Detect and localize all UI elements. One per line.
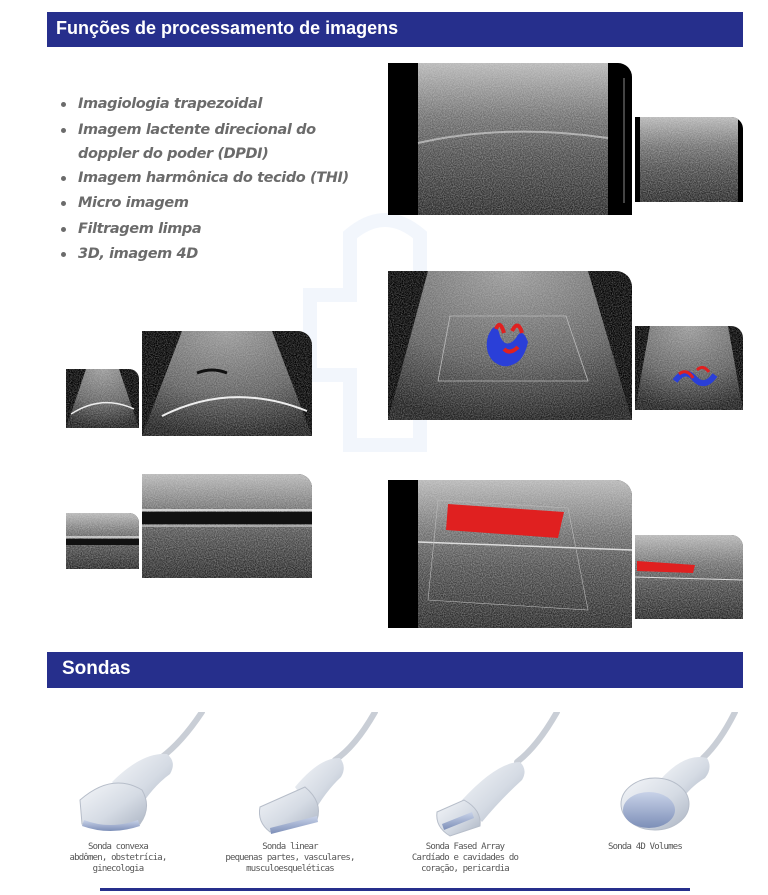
probe-caption-4d <box>560 842 730 853</box>
ultrasound-scan-image <box>388 63 632 215</box>
probe-4d-icon <box>585 712 755 840</box>
feature-item: Filtragem limpa <box>58 217 368 243</box>
ultrasound-scan-image <box>142 331 312 436</box>
probe-caption-convex <box>33 842 203 875</box>
ultrasound-scan-image <box>66 369 139 428</box>
doppler-scan-image <box>635 326 743 410</box>
ultrasound-scan-image <box>635 117 743 202</box>
probe-name: Sonda convexa <box>87 842 149 852</box>
feature-list <box>58 92 368 268</box>
doppler-scan-image <box>388 271 632 420</box>
ultrasound-scan-image <box>66 513 139 569</box>
probe-name: Sonda Fased Array <box>425 842 505 852</box>
probe-caption-phased-array <box>380 842 550 875</box>
footer-divider <box>100 888 690 891</box>
feature-item: Micro imagem <box>58 191 368 217</box>
feature-item: Imagem harmônica do tecido (THI) <box>58 166 368 192</box>
ultrasound-scan-image <box>142 474 312 578</box>
section-title: Sondas <box>62 658 131 679</box>
feature-item: 3D, imagem 4D <box>58 242 368 268</box>
section-banner-probes <box>47 652 743 688</box>
probe-linear-icon <box>225 712 395 840</box>
probe-phased-array-icon <box>402 712 572 840</box>
feature-item: Imagem lactente direcional do doppler do poder (DPDI) <box>58 118 368 166</box>
section-banner-image-processing <box>47 12 743 47</box>
probe-caption-linear <box>205 842 375 875</box>
doppler-scan-image <box>388 480 632 628</box>
feature-item: Imagiologia trapezoidal <box>58 92 368 118</box>
section-title: Funções de processamento de imagens <box>56 18 399 38</box>
probe-name: Sonda 4D Volumes <box>608 842 682 852</box>
probe-desc: pequenas partes, vasculares, musculoesqueléticas <box>225 853 355 874</box>
probe-desc: Cardíado e cavidades do coração, pericardia <box>411 853 519 874</box>
doppler-scan-image <box>635 535 743 619</box>
probe-name: Sonda linear <box>262 842 318 852</box>
probe-convex-icon <box>52 712 222 840</box>
probe-desc: abdômen, obstetrícia, ginecologia <box>69 853 167 874</box>
